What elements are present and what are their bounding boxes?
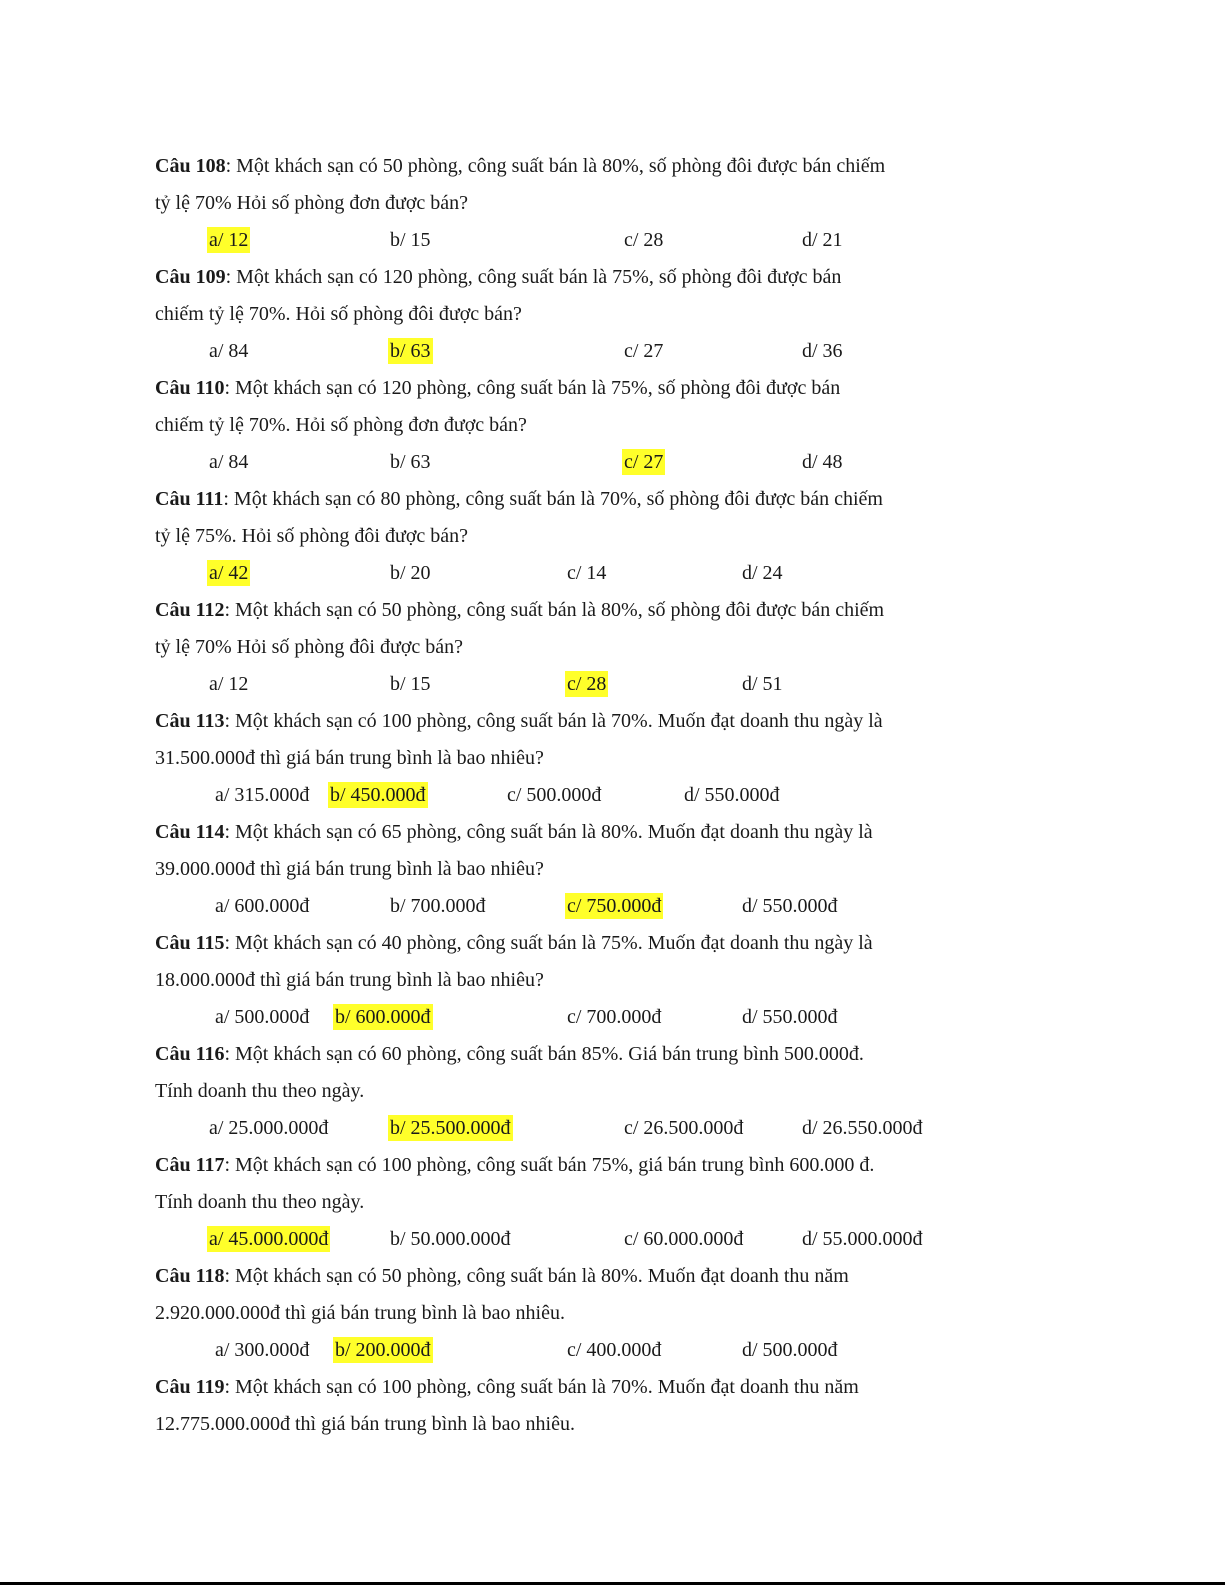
question-text-line-1 (155, 592, 945, 629)
question-text-line-1 (155, 703, 945, 740)
question-text-line-2 (155, 1073, 945, 1110)
question-number: Câu 117 (155, 1154, 225, 1176)
answer-options (155, 999, 945, 1036)
answer-option (388, 888, 488, 925)
answer-option-text: a/ 12 (209, 673, 249, 695)
answer-option-text: a/ 600.000đ (215, 895, 310, 917)
answer-option-text: c/ 28 (624, 229, 664, 251)
question-text-line-1 (155, 1147, 945, 1184)
question-text: Tính doanh thu theo ngày. (155, 1080, 365, 1102)
question-text-line-1 (155, 814, 945, 851)
question-text: tỷ lệ 70% Hỏi số phòng đôi được bán? (155, 636, 464, 658)
answer-options (155, 777, 945, 814)
answer-option-highlighted (207, 555, 250, 592)
question-text-line-1 (155, 370, 945, 407)
answer-options (155, 555, 945, 592)
question-text: : Một khách sạn có 100 phòng, công suất bán 75%, giá bán trung bình 600.000 đ. (224, 1154, 875, 1176)
question-text: chiếm tỷ lệ 70%. Hỏi số phòng đơn được bán? (155, 414, 527, 436)
question-number: Câu 114 (155, 821, 225, 843)
question-number: Câu 109 (155, 266, 226, 288)
answer-option-text: a/ 12 (209, 229, 249, 251)
answer-option-text: d/ 550.000đ (684, 784, 780, 806)
answer-option (213, 999, 311, 1036)
question-text-line-2 (155, 185, 945, 222)
question-number: Câu 116 (155, 1043, 225, 1065)
question-text-line-2 (155, 962, 945, 999)
question-item (155, 148, 945, 259)
answer-option (800, 222, 845, 259)
answer-option-text: a/ 25.000.000đ (209, 1117, 329, 1139)
question-number: Câu 115 (155, 932, 225, 954)
answer-option (800, 1221, 925, 1258)
answer-options (155, 222, 945, 259)
question-number: Câu 118 (155, 1265, 225, 1287)
question-item (155, 370, 945, 481)
question-text: chiếm tỷ lệ 70%. Hỏi số phòng đôi được bán? (155, 303, 522, 325)
question-text-line-2 (155, 1295, 945, 1332)
question-text: : Một khách sạn có 40 phòng, công suất bán là 75%. Muốn đạt doanh thu ngày là (224, 932, 873, 954)
answer-option-highlighted (388, 333, 433, 370)
answer-option (388, 444, 433, 481)
question-text: 31.500.000đ thì giá bán trung bình là bao nhiêu? (155, 747, 544, 769)
question-text: : Một khách sạn có 50 phòng, công suất bán là 80%. Muốn đạt doanh thu năm (224, 1265, 849, 1287)
answer-option-text: d/ 21 (802, 229, 843, 251)
answer-option-text: a/ 315.000đ (215, 784, 310, 806)
question-item (155, 1369, 945, 1443)
question-item (155, 592, 945, 703)
question-text: : Một khách sạn có 100 phòng, công suất bán là 70%. Muốn đạt doanh thu ngày là (224, 710, 883, 732)
answer-option-text: b/ 20 (390, 562, 431, 584)
question-text: tỷ lệ 75%. Hỏi số phòng đôi được bán? (155, 525, 469, 547)
answer-option-highlighted (565, 666, 608, 703)
question-text: : Một khách sạn có 120 phòng, công suất bán là 75%, số phòng đôi được bán (225, 266, 842, 288)
question-text-line-1 (155, 1369, 945, 1406)
answer-option (565, 555, 608, 592)
question-text-line-2 (155, 851, 945, 888)
answer-options (155, 333, 945, 370)
answer-option-highlighted (328, 777, 428, 814)
answer-option-text: c/ 500.000đ (507, 784, 602, 806)
answer-option-text: d/ 24 (742, 562, 783, 584)
answer-option-text: b/ 700.000đ (390, 895, 486, 917)
answer-option-text: a/ 84 (209, 340, 249, 362)
answer-option (622, 222, 665, 259)
question-item (155, 1147, 945, 1258)
answer-option-text: b/ 25.500.000đ (390, 1117, 511, 1139)
answer-option (740, 1332, 840, 1369)
question-item (155, 925, 945, 1036)
answer-option-text: c/ 750.000đ (567, 895, 662, 917)
answer-options (155, 1332, 945, 1369)
answer-option-highlighted (388, 1110, 513, 1147)
answer-option-text: c/ 26.500.000đ (624, 1117, 744, 1139)
answer-option-text: d/ 500.000đ (742, 1339, 838, 1361)
question-text: : Một khách sạn có 120 phòng, công suất bán là 75%, số phòng đôi được bán (224, 377, 841, 399)
answer-option-text: b/ 200.000đ (335, 1339, 431, 1361)
answer-option (388, 222, 433, 259)
question-text-line-2 (155, 1406, 945, 1443)
question-text-line-1 (155, 1036, 945, 1073)
question-text: : Một khách sạn có 65 phòng, công suất bán là 80%. Muốn đạt doanh thu ngày là (224, 821, 873, 843)
question-text-line-1 (155, 1258, 945, 1295)
answer-option-text: a/ 300.000đ (215, 1339, 310, 1361)
answer-option (213, 888, 311, 925)
question-text: : Một khách sạn có 80 phòng, công suất bán là 70%, số phòng đôi được bán chiếm (223, 488, 883, 510)
answer-option (207, 666, 250, 703)
answer-option (565, 1332, 663, 1369)
question-item (155, 259, 945, 370)
question-text: : Một khách sạn có 60 phòng, công suất bán 85%. Giá bán trung bình 500.000đ. (224, 1043, 864, 1065)
question-text: 2.920.000.000đ thì giá bán trung bình là bao nhiêu. (155, 1302, 565, 1324)
answer-option-text: d/ 55.000.000đ (802, 1228, 923, 1250)
question-number: Câu 108 (155, 155, 226, 177)
question-text-line-2 (155, 407, 945, 444)
answer-option (213, 777, 311, 814)
question-text-line-1 (155, 148, 945, 185)
answer-option (622, 333, 665, 370)
answer-option (388, 666, 433, 703)
question-number: Câu 119 (155, 1376, 225, 1398)
question-text-line-2 (155, 740, 945, 777)
answer-option (213, 1332, 311, 1369)
answer-option-text: d/ 550.000đ (742, 1006, 838, 1028)
question-text: : Một khách sạn có 50 phòng, công suất bán là 80%, số phòng đôi được bán chiếm (224, 599, 885, 621)
question-text: 12.775.000.000đ thì giá bán trung bình là bao nhiêu. (155, 1413, 575, 1435)
answer-options (155, 1110, 945, 1147)
answer-options (155, 444, 945, 481)
question-item (155, 481, 945, 592)
answer-option (622, 1221, 745, 1258)
answer-options (155, 1221, 945, 1258)
answer-option-text: c/ 400.000đ (567, 1339, 662, 1361)
answer-option-text: c/ 28 (567, 673, 607, 695)
answer-option-highlighted (565, 888, 663, 925)
question-text-line-2 (155, 518, 945, 555)
answer-option (740, 999, 840, 1036)
answer-option (565, 999, 663, 1036)
question-text: tỷ lệ 70% Hỏi số phòng đơn được bán? (155, 192, 469, 214)
answer-option-text: b/ 50.000.000đ (390, 1228, 511, 1250)
answer-option-highlighted (333, 999, 433, 1036)
question-text-line-2 (155, 629, 945, 666)
answer-option-highlighted (207, 222, 250, 259)
answer-option-text: d/ 48 (802, 451, 843, 473)
answer-option-text: a/ 500.000đ (215, 1006, 310, 1028)
answer-option-text: c/ 14 (567, 562, 607, 584)
question-item (155, 1036, 945, 1147)
answer-option (207, 1110, 330, 1147)
answer-option-highlighted (333, 1332, 433, 1369)
answer-option (682, 777, 782, 814)
answer-option-text: b/ 63 (390, 340, 431, 362)
question-text: : Một khách sạn có 100 phòng, công suất bán là 70%. Muốn đạt doanh thu năm (224, 1376, 859, 1398)
answer-option (800, 333, 845, 370)
answer-option (740, 555, 785, 592)
answer-option-text: a/ 84 (209, 451, 249, 473)
answer-options (155, 666, 945, 703)
answer-option-text: c/ 700.000đ (567, 1006, 662, 1028)
question-number: Câu 113 (155, 710, 225, 732)
question-number: Câu 110 (155, 377, 225, 399)
question-item (155, 814, 945, 925)
question-text-line-2 (155, 1184, 945, 1221)
answer-option (622, 1110, 745, 1147)
answer-option-highlighted (207, 1221, 330, 1258)
question-text-line-1 (155, 481, 945, 518)
answer-option-text: b/ 450.000đ (330, 784, 426, 806)
question-number: Câu 112 (155, 599, 225, 621)
answer-option (800, 1110, 925, 1147)
answer-option-text: b/ 15 (390, 229, 431, 251)
answer-option (388, 555, 433, 592)
answer-option-text: a/ 42 (209, 562, 249, 584)
answer-option-text: b/ 15 (390, 673, 431, 695)
answer-option (505, 777, 603, 814)
question-text: Tính doanh thu theo ngày. (155, 1191, 365, 1213)
answer-option-text: d/ 36 (802, 340, 843, 362)
answer-option (207, 333, 250, 370)
answer-option (740, 666, 785, 703)
answer-option-highlighted (622, 444, 665, 481)
answer-option-text: c/ 27 (624, 451, 664, 473)
answer-option-text: d/ 51 (742, 673, 783, 695)
question-item (155, 703, 945, 814)
question-text: 39.000.000đ thì giá bán trung bình là bao nhiêu? (155, 858, 544, 880)
answer-option (388, 1221, 513, 1258)
answer-option-text: d/ 550.000đ (742, 895, 838, 917)
answer-option-text: a/ 45.000.000đ (209, 1228, 329, 1250)
answer-option (800, 444, 845, 481)
question-text-line-1 (155, 925, 945, 962)
answer-options (155, 888, 945, 925)
answer-option-text: b/ 63 (390, 451, 431, 473)
question-text-line-1 (155, 259, 945, 296)
answer-option-text: b/ 600.000đ (335, 1006, 431, 1028)
answer-option (740, 888, 840, 925)
answer-option-text: d/ 26.550.000đ (802, 1117, 923, 1139)
answer-option-text: c/ 27 (624, 340, 664, 362)
answer-option (207, 444, 250, 481)
question-list (155, 148, 945, 1443)
question-text: : Một khách sạn có 50 phòng, công suất bán là 80%, số phòng đôi được bán chiếm (225, 155, 886, 177)
question-item (155, 1258, 945, 1369)
question-text: 18.000.000đ thì giá bán trung bình là bao nhiêu? (155, 969, 544, 991)
question-text-line-2 (155, 296, 945, 333)
answer-option-text: c/ 60.000.000đ (624, 1228, 744, 1250)
question-number: Câu 111 (155, 488, 224, 510)
